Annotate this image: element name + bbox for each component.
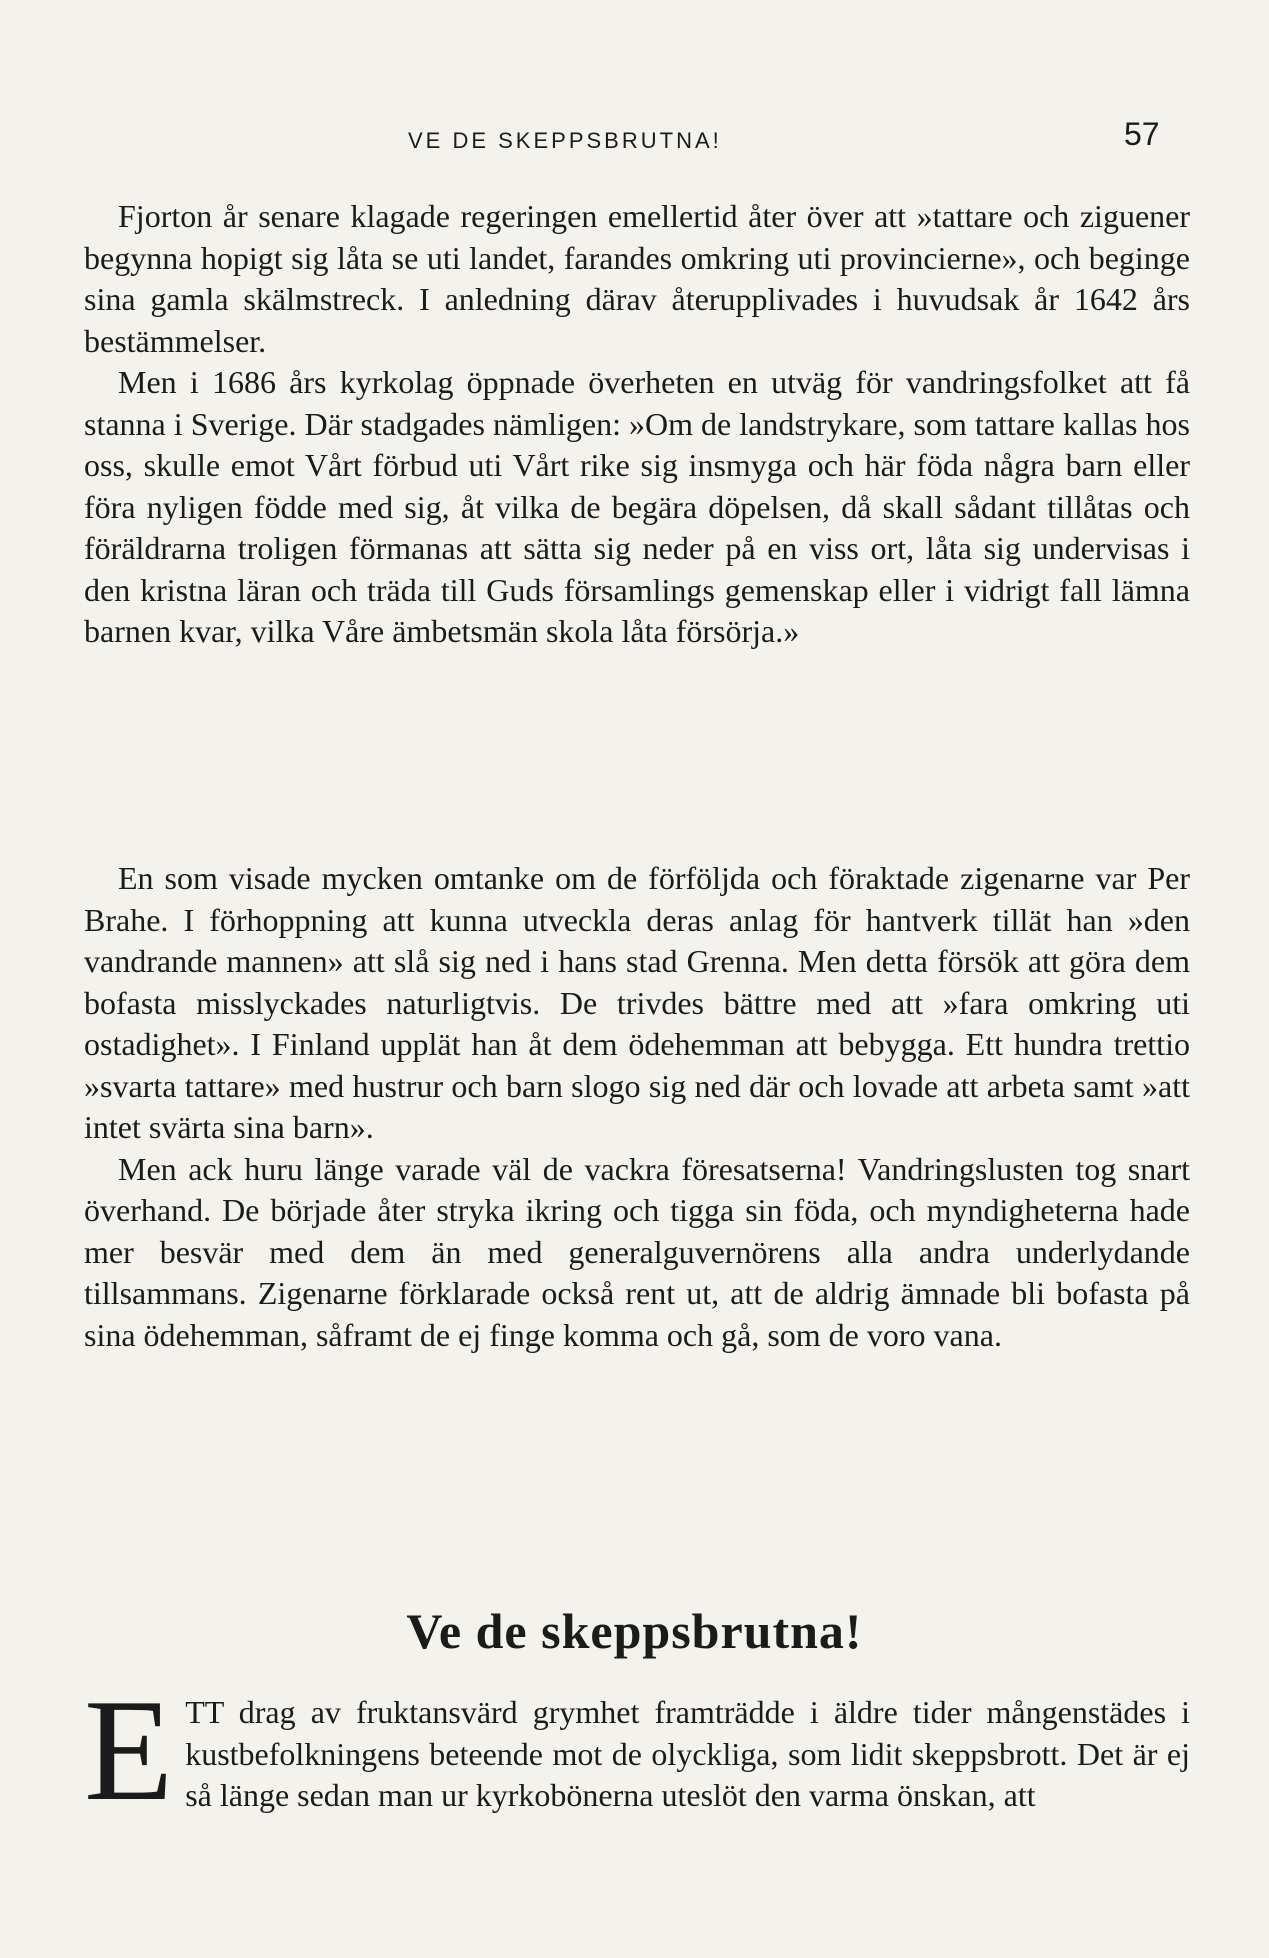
text-block-tattare <box>84 196 1190 653</box>
paragraph: Men ack huru länge varade väl de vackra föresatserna! Vandringslusten tog snart överhand. De började åter stryka ikring och tigga sin föda, och myndigheterna hade mer besvär med dem än med generalguvernörens alla andra underlydande tillsammans. Zigenarne förklarade också rent ut, att de aldrig ämnade bli bofasta på sina ödehemman, såframt de ej finge komma och gå, som de voro vana. <box>84 1150 1190 1353</box>
paragraph: En som visade mycken omtanke om de förföljda och föraktade zigenarne var Per Brahe. I förhoppning att kunna utveckla deras anlag för hantverk tillät han »den vandrande mannen» att slå sig ned i hans stad Grenna. Men detta försök att göra dem bofasta misslyckades naturligtvis. De trivdes bättre med att »fara omkring uti ostadighet». I Finland upplät han åt dem ödehemman att bebygga. Ett hundra trettio »svarta tattare» med hustrur och barn slogo sig ned där och lovade att arbeta samt »att intet svärta sina barn». <box>84 860 1190 1145</box>
chapter-title: Ve de skeppsbrutna! <box>406 1603 863 1659</box>
paragraph: Fjorton år senare klagade regeringen emellertid åter över att »tattare och ziguener begynna hopigt sig låta se uti landet, farandes omkring uti provincierne», och beginge sina gamla skälmstreck. I anledning därav återupplivades i huvudsak år 1642 års bestämmelser. <box>84 198 1190 359</box>
page-number: 57 <box>1124 116 1160 152</box>
drop-cap: E <box>84 1669 174 1831</box>
running-head <box>0 112 1269 152</box>
text-block-per-brahe <box>84 858 1190 1356</box>
chapter-opening-text: TT drag av fruktansvärd grymhet framträdde i äldre tider mångenstädes i kustbefolkningens beteende mot de olyckliga, som lidit skeppsbrott. Det är ej så länge sedan man ur kyrkobönerna uteslöt den varma önskan, att <box>185 1694 1190 1813</box>
chapter-opening <box>84 1669 1190 1831</box>
running-title: VE DE SKEPPSBRUTNA! <box>408 128 722 153</box>
paragraph: Men i 1686 års kyrkolag öppnade överheten en utväg för vandringsfolket att få stanna i Sverige. Där stadgades nämligen: »Om de landstrykare, som tattare kallas hos oss, skulle emot Vårt förbud uti Vårt rike sig insmyga och här föda några barn eller föra nyligen födde med sig, åt vilka de begära döpelsen, då skall sådant tillåtas och föräldrarna troligen förmanas att sätta sig neder på en viss ort, låta sig undervisas i den kristna läran och träda till Guds församlings gemenskap eller i vidrigt fall lämna barnen kvar, vilka Våre ämbetsmän skola låta försörja.» <box>84 364 1190 649</box>
